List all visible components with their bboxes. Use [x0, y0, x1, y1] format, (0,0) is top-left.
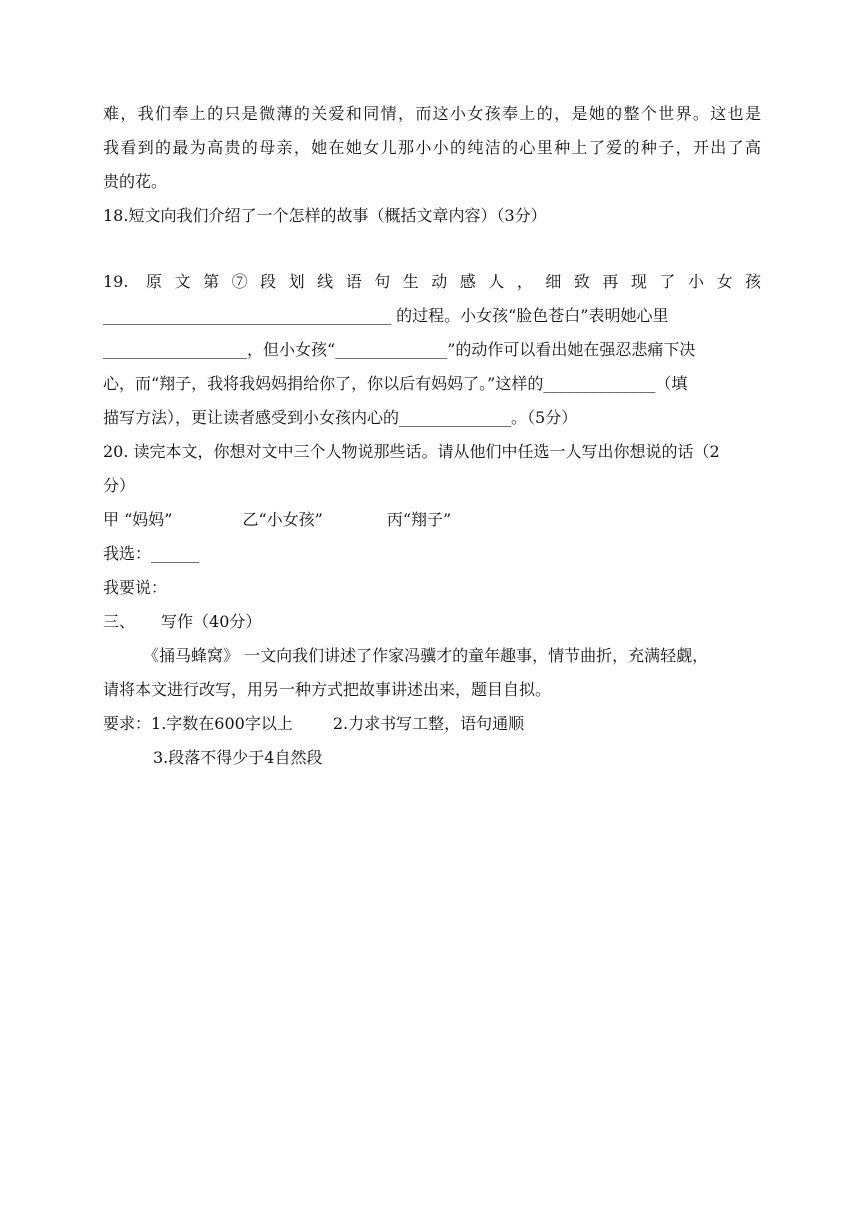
question-20-line-1: 20. 读完本文，你想对文中三个人物说那些话。请从他们中任选一人写出你想说的话（2 [103, 442, 720, 461]
passage-line-1: 难，我们奉上的只是微薄的关爱和同情，而这小女孩奉上的，是她的整个世界。这也是 [103, 104, 761, 123]
option-c: 丙“翔子” [386, 510, 452, 529]
answer-blank[interactable]: ______________ [399, 408, 512, 427]
passage-line-3: 贵的花。 [103, 172, 168, 191]
question-text: 。（5分） [511, 408, 578, 427]
writing-prompt-line-1: 《捅马蜂窝》 一文向我们讲述了作家冯骥才的童年趣事，情节曲折，充满轻觑， [143, 646, 709, 665]
section-title: 写作（40分） [161, 612, 262, 631]
requirement-2: 2.力求书写工整，语句通顺 [332, 714, 525, 733]
passage-line-2: 我看到的最为高贵的母亲，她在她女儿那小小的纯洁的心里种上了爱的种子，开出了高 [103, 138, 761, 157]
question-20-say: 我要说： [103, 578, 168, 597]
choice-label: 我选： [103, 544, 152, 563]
question-text: ”的动作可以看出她在强忍悲痛下决 [447, 340, 696, 359]
section-number: 三、 [103, 612, 136, 631]
answer-blank[interactable]: ______________ [335, 340, 448, 359]
question-text: （填 [655, 374, 688, 393]
question-19-line-5 [103, 407, 577, 429]
question-20-line-2: 分） [103, 476, 136, 495]
question-text: 心，而“翔子，我将我妈妈捐给你了，你以后有妈妈了。”这样的 [103, 374, 544, 393]
writing-heading [103, 611, 261, 633]
answer-blank[interactable]: ______________ [543, 374, 656, 393]
question-text: ，但小女孩“ [247, 340, 336, 359]
question-19-line-2 [103, 305, 668, 327]
question-19-line-1: 19. 原文第⑦段划线语句生动感人，细致再现了小女孩 [103, 272, 761, 291]
question-text: 的过程。小女孩“脸色苍白”表明她心里 [391, 306, 669, 325]
option-b: 乙“小女孩” [242, 510, 323, 529]
option-a: 甲 “妈妈” [103, 510, 173, 529]
question-20-options [103, 509, 451, 531]
requirement-label: 要求： [103, 714, 152, 733]
answer-blank[interactable]: ______ [151, 544, 200, 563]
question-20-choice [103, 543, 199, 565]
answer-blank[interactable]: __________________ [103, 340, 247, 359]
question-18: 18.短文向我们介绍了一个怎样的故事（概括文章内容）（3分） [103, 206, 547, 225]
answer-blank[interactable]: ____________________________________ [103, 306, 391, 325]
writing-requirements [103, 713, 524, 735]
requirement-1: 1.字数在600字以上 [151, 714, 293, 733]
question-19-line-3 [103, 339, 695, 361]
question-text: 描写方法），更让读者感受到小女孩内心的 [103, 408, 400, 427]
requirement-3: 3.段落不得少于4自然段 [153, 748, 323, 767]
question-19-line-4 [103, 373, 687, 395]
writing-prompt-line-2: 请将本文进行改写，用另一种方式把故事讲述出来，题目自拟。 [103, 680, 552, 699]
